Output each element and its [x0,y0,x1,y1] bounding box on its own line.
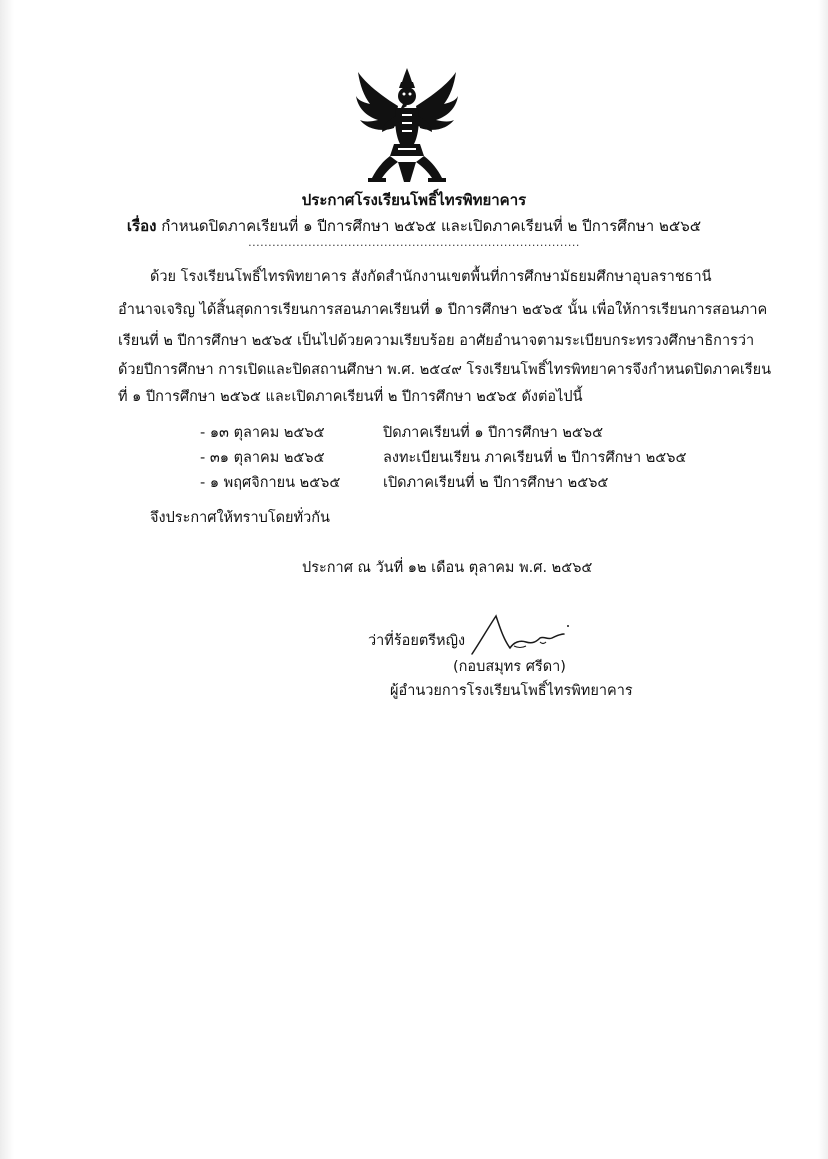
closing-text: จึงประกาศให้ทราบโดยทั่วกัน [150,510,330,526]
schedule-event-2: ลงทะเบียนเรียน ภาคเรียนที่ ๒ ปีการศึกษา ๒๕๖๕ [383,450,687,466]
signer-name: (กอบสมุทร ศรีดา) [453,659,566,675]
body-line-2: อำนาจเจริญ ได้สิ้นสุดการเรียนการสอนภาคเรียนที่ ๑ ปีการศึกษา ๒๕๖๕ นั้น เพื่อให้การเรียนการสอนภาค [118,302,768,318]
schedule-date-3: - ๑ พฤศจิกายน ๒๕๖๕ [200,475,341,491]
body-line-3: เรียนที่ ๒ ปีการศึกษา ๒๕๖๕ เป็นไปด้วยความเรียบร้อย อาศัยอำนาจตามระเบียบกระทรวงศึกษาธิการว่า [118,333,755,349]
schedule-event-3: เปิดภาคเรียนที่ ๒ ปีการศึกษา ๒๕๖๕ [383,475,609,491]
body-line-4: ด้วยปีการศึกษา การเปิดและปิดสถานศึกษา พ.ศ. ๒๕๔๙ โรงเรียนโพธิ์ไทรพิทยาคารจึงกำหนดปิดภาคเรียน [118,362,772,378]
signer-rank: ว่าที่ร้อยตรีหญิง [368,633,466,649]
schedule-date-1: - ๑๓ ตุลาคม ๒๕๖๕ [200,425,325,441]
body-line-1: ด้วย โรงเรียนโพธิ์ไทรพิทยาคาร สังกัดสำนักงานเขตพื้นที่การศึกษามัธยมศึกษาอุบลราชธานี [150,269,712,285]
schedule-event-1: ปิดภาคเรียนที่ ๑ ปีการศึกษา ๒๕๖๕ [383,425,604,441]
schedule-date-2: - ๓๑ ตุลาคม ๒๕๖๕ [200,450,325,466]
handwritten-signature [470,608,578,658]
announcement-title: ประกาศโรงเรียนโพธิ์ไทรพิทยาคาร [301,191,527,209]
separator-dots: ................................................................................... [248,236,580,249]
garuda-emblem-icon [352,66,462,184]
body-line-5: ที่ ๑ ปีการศึกษา ๒๕๖๕ และเปิดภาคเรียนที่ ๒ ปีการศึกษา ๒๕๖๕ ดังต่อไปนี้ [118,389,583,405]
announce-date: ประกาศ ณ วันที่ ๑๒ เดือน ตุลาคม พ.ศ. ๒๕๖๕ [302,560,593,576]
signer-position: ผู้อำนวยการโรงเรียนโพธิ์ไทรพิทยาคาร [390,683,633,699]
subject-text: กำหนดปิดภาคเรียนที่ ๑ ปีการศึกษา ๒๕๖๕ และเปิดภาคเรียนที่ ๒ ปีการศึกษา ๒๕๖๕ [161,217,702,235]
subject-line [0,214,828,238]
subject-label: เรื่อง [126,217,157,235]
